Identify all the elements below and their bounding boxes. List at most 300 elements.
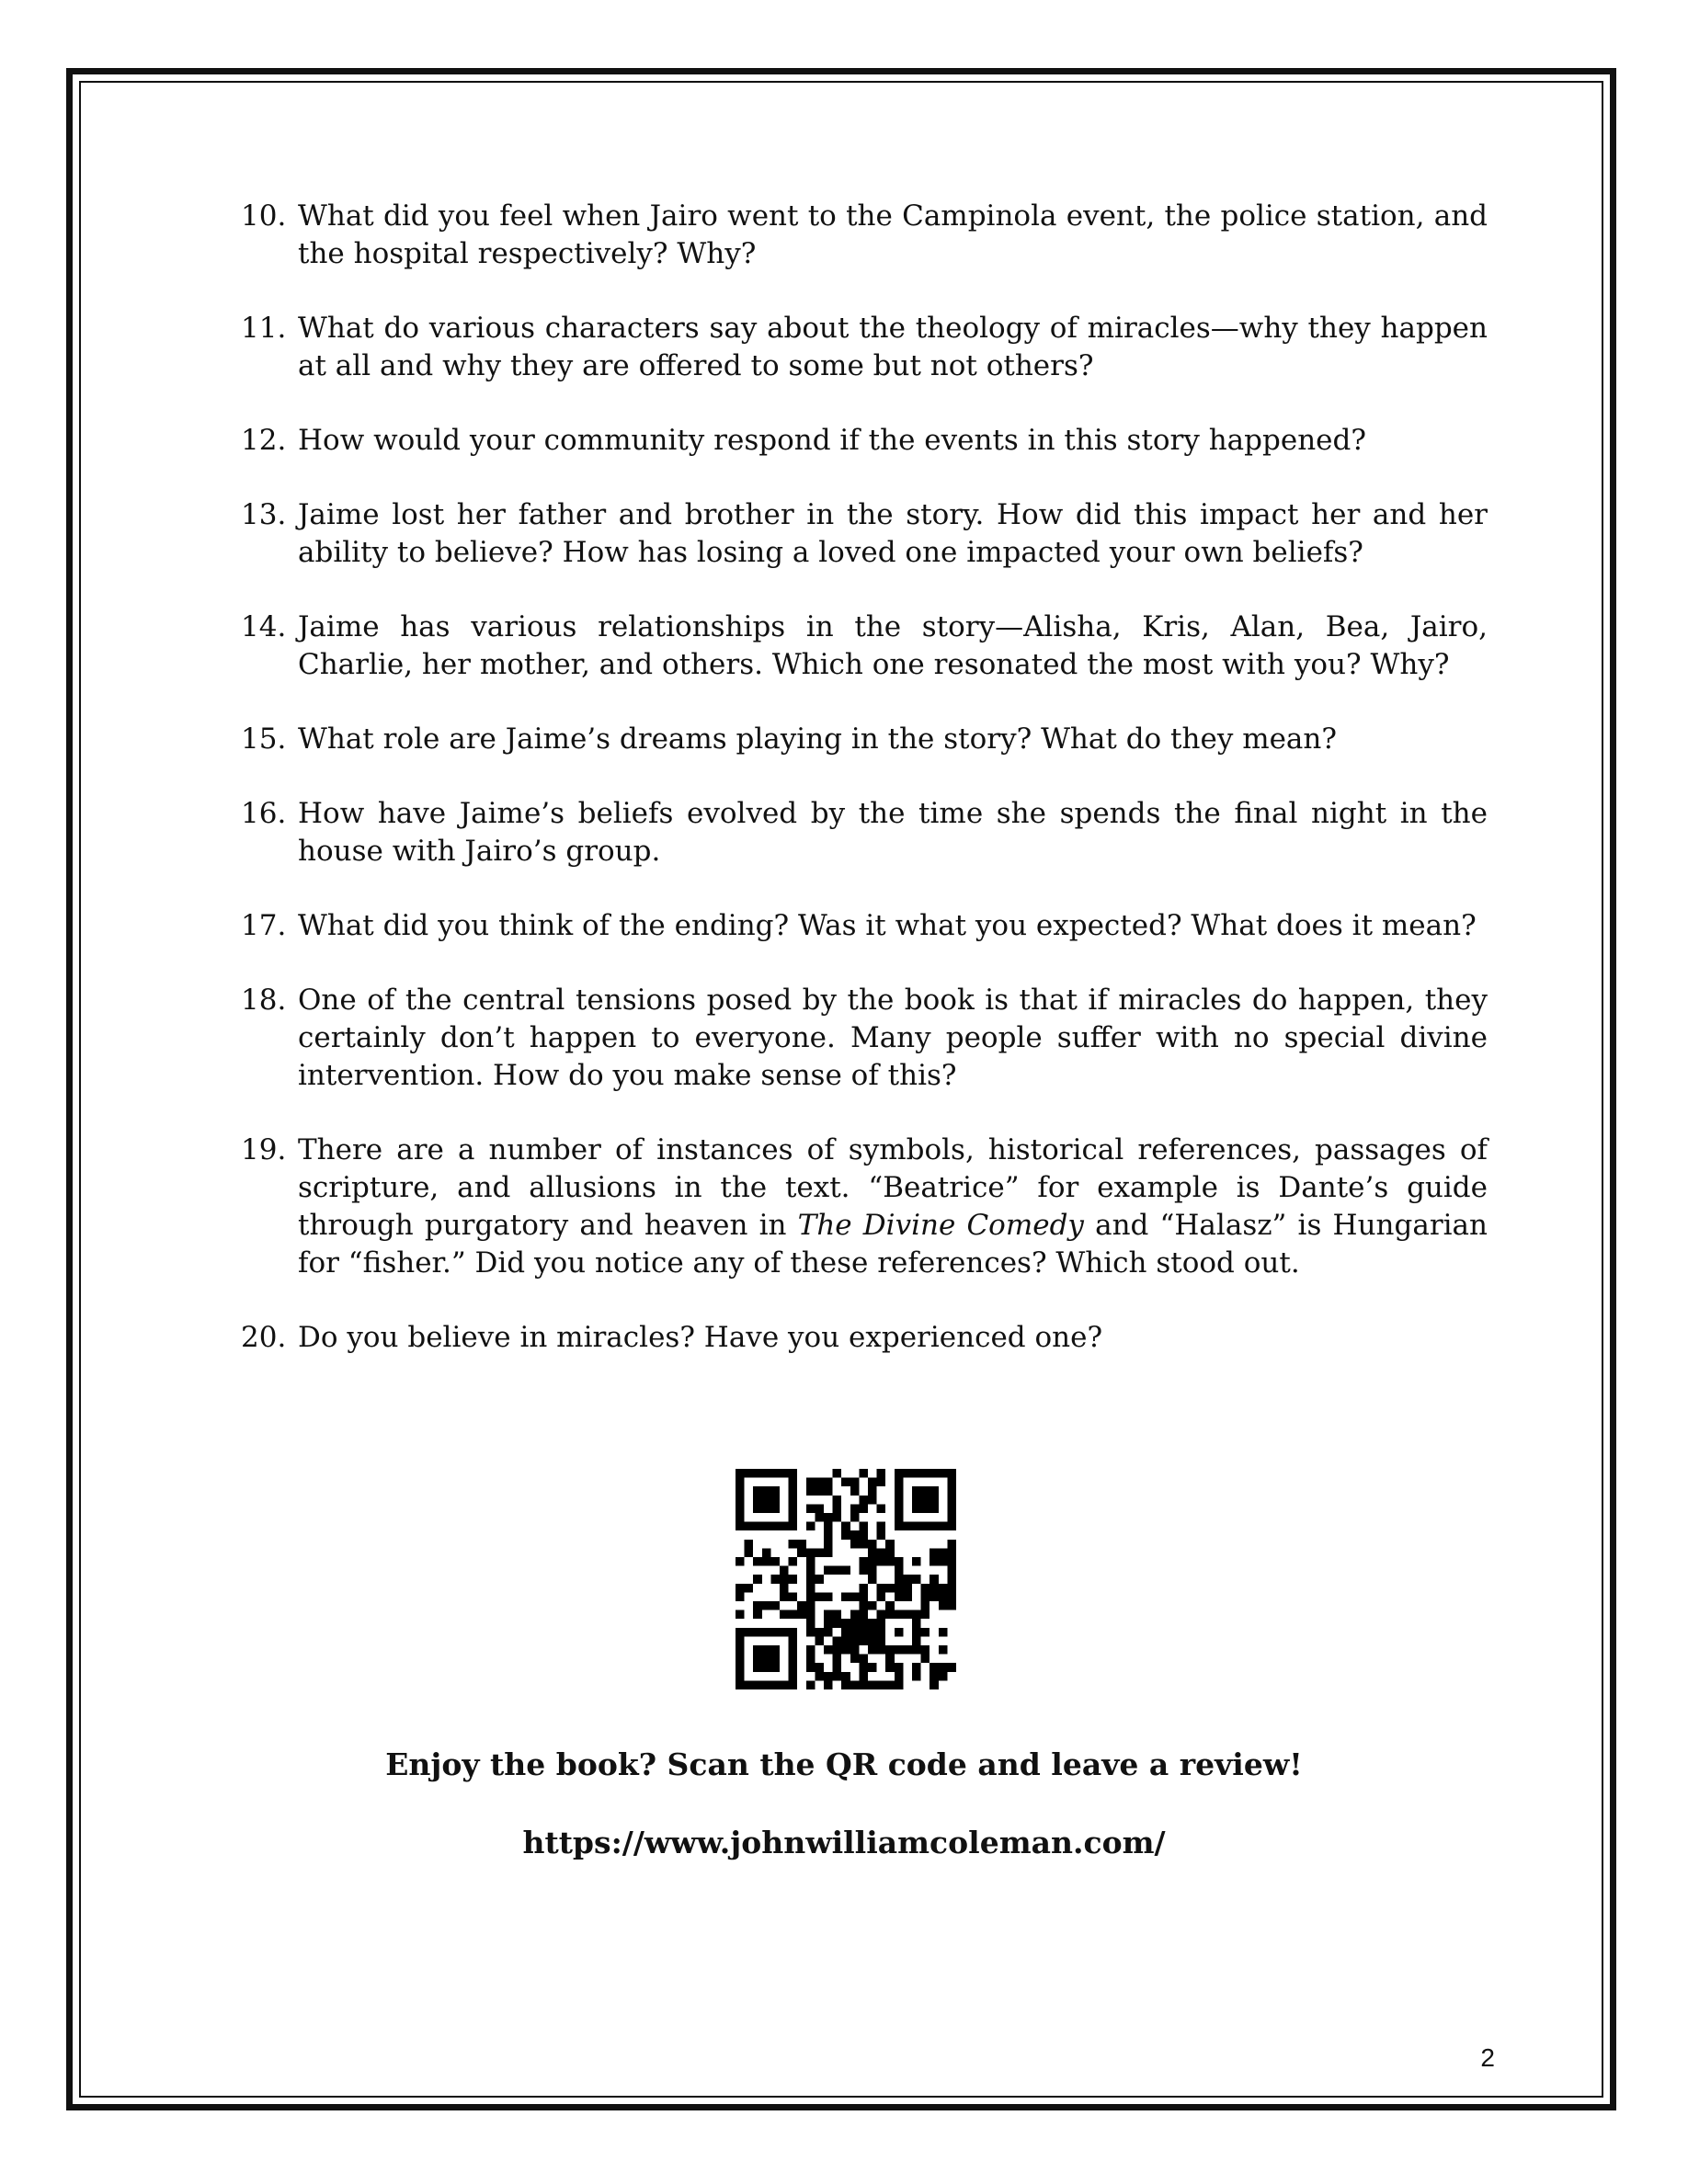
qr-module: [868, 1645, 877, 1655]
qr-module: [895, 1496, 904, 1505]
qr-module: [797, 1548, 806, 1557]
qr-module: [912, 1575, 921, 1584]
qr-module: [850, 1513, 860, 1522]
qr-module: [912, 1663, 921, 1672]
qr-module: [762, 1655, 771, 1664]
qr-module: [939, 1628, 948, 1637]
qr-module: [833, 1513, 842, 1522]
qr-module: [947, 1522, 956, 1531]
qr-module: [903, 1469, 912, 1478]
qr-module: [947, 1575, 956, 1584]
qr-module: [868, 1680, 877, 1689]
qr-module: [833, 1619, 842, 1628]
question-text: Do you believe in miracles? Have you experienced one?: [298, 1321, 1103, 1354]
qr-module: [850, 1628, 860, 1637]
qr-module: [736, 1557, 745, 1566]
qr-module: [895, 1504, 904, 1513]
qr-module: [797, 1540, 806, 1549]
qr-module: [824, 1513, 833, 1522]
qr-module: [912, 1469, 921, 1478]
qr-module: [859, 1655, 868, 1664]
qr-module: [850, 1636, 860, 1645]
qr-module: [877, 1628, 886, 1637]
qr-module: [930, 1672, 939, 1681]
qr-module: [947, 1601, 956, 1610]
qr-module: [877, 1619, 886, 1628]
qr-module: [815, 1575, 824, 1584]
qr-module: [736, 1478, 745, 1487]
qr-module: [930, 1504, 939, 1513]
qr-module: [736, 1592, 745, 1601]
qr-module: [877, 1522, 886, 1531]
qr-module: [859, 1663, 868, 1672]
qr-module: [859, 1496, 868, 1505]
qr-module: [833, 1469, 842, 1478]
qr-module: [753, 1469, 762, 1478]
question-number: 17.: [241, 909, 287, 942]
qr-module: [745, 1584, 754, 1593]
qr-module: [806, 1584, 815, 1593]
qr-module: [895, 1522, 904, 1531]
qr-module: [833, 1663, 842, 1672]
qr-module: [833, 1645, 842, 1655]
qr-module: [930, 1575, 939, 1584]
qr-module: [736, 1636, 745, 1645]
qr-module: [833, 1636, 842, 1645]
qr-module: [736, 1645, 745, 1655]
qr-module: [868, 1548, 877, 1557]
qr-module: [806, 1478, 815, 1487]
qr-module: [806, 1548, 815, 1557]
qr-module: [895, 1575, 904, 1584]
qr-module: [868, 1557, 877, 1566]
qr-module: [850, 1504, 860, 1513]
qr-module: [877, 1557, 886, 1566]
qr-module: [903, 1584, 912, 1593]
author-website-link[interactable]: https://www.johnwilliamcoleman.com/: [522, 1825, 1166, 1860]
qr-module: [947, 1513, 956, 1522]
qr-module: [921, 1628, 930, 1637]
qr-module: [789, 1645, 798, 1655]
question-number: 10.: [241, 199, 287, 233]
qr-module: [885, 1663, 895, 1672]
qr-module: [780, 1610, 789, 1620]
qr-module: [903, 1575, 912, 1584]
qr-module: [789, 1655, 798, 1664]
qr-module: [912, 1636, 921, 1645]
qr-code-icon[interactable]: [736, 1469, 956, 1689]
qr-module: [753, 1610, 762, 1620]
qr-module: [806, 1575, 815, 1584]
qr-module: [815, 1663, 824, 1672]
qr-module: [833, 1496, 842, 1505]
qr-module: [806, 1566, 815, 1575]
qr-module: [903, 1610, 912, 1620]
qr-module: [895, 1469, 904, 1478]
qr-module: [868, 1619, 877, 1628]
qr-module: [789, 1478, 798, 1487]
question-text-after: and “Halasz” is Hungarian for “fisher.” Did you notice any of these references? Which stood out.: [298, 1209, 1488, 1280]
qr-module: [877, 1584, 886, 1593]
qr-module: [895, 1672, 904, 1681]
qr-module: [824, 1628, 833, 1637]
qr-module: [824, 1680, 833, 1689]
qr-module: [780, 1584, 789, 1593]
question-11: [241, 310, 1488, 385]
qr-module: [841, 1645, 850, 1655]
qr-module: [885, 1610, 895, 1620]
qr-module: [850, 1540, 860, 1549]
qr-module: [859, 1601, 868, 1610]
qr-module: [770, 1628, 780, 1637]
qr-module: [868, 1540, 877, 1549]
qr-module: [841, 1672, 850, 1681]
question-text: What did you feel when Jairo went to the Campinola event, the police station, and the hospital respectively? Why?: [298, 199, 1488, 270]
qr-module: [859, 1557, 868, 1566]
qr-module: [885, 1655, 895, 1664]
qr-module: [815, 1672, 824, 1681]
qr-module: [921, 1504, 930, 1513]
qr-module: [780, 1628, 789, 1637]
qr-module: [770, 1680, 780, 1689]
qr-module: [841, 1566, 850, 1575]
qr-module: [877, 1478, 886, 1487]
qr-module: [753, 1655, 762, 1664]
question-12: [241, 422, 1488, 460]
qr-module: [921, 1522, 930, 1531]
qr-module: [789, 1522, 798, 1531]
qr-module: [736, 1663, 745, 1672]
qr-module: [868, 1663, 877, 1672]
qr-module: [789, 1628, 798, 1637]
qr-module: [859, 1504, 868, 1513]
qr-module: [895, 1478, 904, 1487]
qr-module: [877, 1636, 886, 1645]
qr-module: [780, 1522, 789, 1531]
qr-module: [753, 1486, 762, 1496]
qr-module: [789, 1496, 798, 1505]
qr-module: [770, 1655, 780, 1664]
qr-module: [868, 1636, 877, 1645]
qr-module: [745, 1522, 754, 1531]
qr-module: [824, 1548, 833, 1557]
qr-module: [736, 1513, 745, 1522]
qr-module: [789, 1557, 798, 1566]
qr-module: [859, 1566, 868, 1575]
qr-module: [753, 1645, 762, 1655]
qr-module: [833, 1655, 842, 1664]
qr-module: [753, 1557, 762, 1566]
question-14: [241, 609, 1488, 684]
qr-module: [868, 1478, 877, 1487]
qr-module: [947, 1496, 956, 1505]
qr-module: [850, 1655, 860, 1664]
qr-module: [806, 1522, 815, 1531]
qr-module: [815, 1486, 824, 1496]
qr-module: [753, 1601, 762, 1610]
qr-module: [762, 1522, 771, 1531]
qr-module: [806, 1557, 815, 1566]
qr-module: [762, 1548, 771, 1557]
qr-module: [762, 1628, 771, 1637]
qr-module: [912, 1504, 921, 1513]
qr-module: [930, 1592, 939, 1601]
qr-module: [947, 1584, 956, 1593]
qr-module: [921, 1601, 930, 1610]
qr-module: [859, 1522, 868, 1531]
qr-module: [824, 1478, 833, 1487]
question-number: 13.: [241, 498, 287, 531]
qr-module: [939, 1663, 948, 1672]
qr-module: [780, 1680, 789, 1689]
qr-module: [859, 1628, 868, 1637]
qr-module: [770, 1504, 780, 1513]
qr-module: [912, 1628, 921, 1637]
qr-module: [841, 1619, 850, 1628]
qr-module: [850, 1530, 860, 1540]
qr-module: [762, 1496, 771, 1505]
qr-module: [877, 1469, 886, 1478]
qr-module: [745, 1628, 754, 1637]
qr-module: [806, 1592, 815, 1601]
qr-module: [753, 1628, 762, 1637]
qr-module: [930, 1557, 939, 1566]
qr-module: [841, 1636, 850, 1645]
question-18: [241, 982, 1488, 1095]
qr-module: [947, 1557, 956, 1566]
qr-module: [921, 1592, 930, 1601]
qr-module: [806, 1645, 815, 1655]
qr-module: [859, 1619, 868, 1628]
qr-module: [930, 1584, 939, 1593]
qr-module: [789, 1672, 798, 1681]
qr-module: [753, 1496, 762, 1505]
qr-module: [789, 1575, 798, 1584]
qr-module: [745, 1680, 754, 1689]
qr-module: [736, 1504, 745, 1513]
qr-module: [824, 1672, 833, 1681]
qr-module: [930, 1522, 939, 1531]
qr-module: [789, 1504, 798, 1513]
qr-module: [770, 1496, 780, 1505]
qr-module: [930, 1663, 939, 1672]
qr-module: [789, 1592, 798, 1601]
qr-module: [903, 1522, 912, 1531]
qr-module: [797, 1601, 806, 1610]
qr-module: [877, 1548, 886, 1557]
qr-module: [895, 1610, 904, 1620]
question-16: [241, 795, 1488, 870]
qr-module: [947, 1548, 956, 1557]
qr-module: [921, 1584, 930, 1593]
qr-module: [770, 1469, 780, 1478]
qr-module: [939, 1548, 948, 1557]
qr-module: [895, 1628, 904, 1637]
qr-module: [895, 1663, 904, 1672]
qr-module: [921, 1486, 930, 1496]
qr-module: [868, 1566, 877, 1575]
qr-module: [895, 1566, 904, 1575]
question-text: What do various characters say about the theology of miracles—why they happen at all and why they are offered to some but not others?: [298, 312, 1488, 382]
qr-module: [895, 1513, 904, 1522]
question-number: 11.: [241, 312, 287, 345]
qr-module: [947, 1504, 956, 1513]
qr-module: [762, 1504, 771, 1513]
question-15: [241, 721, 1488, 758]
qr-module: [762, 1557, 771, 1566]
qr-module: [824, 1610, 833, 1620]
question-text: What role are Jaime’s dreams playing in the story? What do they mean?: [298, 722, 1338, 756]
qr-module: [824, 1566, 833, 1575]
qr-module: [912, 1557, 921, 1566]
qr-module: [770, 1575, 780, 1584]
question-number: 19.: [241, 1133, 287, 1166]
qr-module: [939, 1592, 948, 1601]
qr-module: [868, 1486, 877, 1496]
qr-module: [736, 1584, 745, 1593]
qr-module: [745, 1548, 754, 1557]
qr-module: [930, 1548, 939, 1557]
qr-module: [947, 1540, 956, 1549]
qr-module: [939, 1557, 948, 1566]
qr-module: [753, 1504, 762, 1513]
book-title-italic: The Divine Comedy: [797, 1209, 1084, 1242]
qr-module: [885, 1645, 895, 1655]
qr-module: [789, 1469, 798, 1478]
question-text: What did you think of the ending? Was it what you expected? What does it mean?: [298, 909, 1477, 942]
qr-module: [912, 1610, 921, 1620]
qr-module: [877, 1530, 886, 1540]
question-19: [241, 1132, 1488, 1282]
qr-module: [885, 1584, 895, 1593]
qr-module: [939, 1469, 948, 1478]
qr-module: [885, 1680, 895, 1689]
qr-module: [824, 1486, 833, 1496]
qr-module: [859, 1672, 868, 1681]
qr-module: [868, 1575, 877, 1584]
qr-module: [762, 1663, 771, 1672]
qr-module: [895, 1486, 904, 1496]
qr-module: [780, 1592, 789, 1601]
question-number: 12.: [241, 424, 287, 457]
qr-module: [762, 1601, 771, 1610]
question-text: One of the central tensions posed by the book is that if miracles do happen, they certainly don’t happen to everyone. Many people suffer with no special divine intervention. How do you make sense of this?: [298, 984, 1488, 1092]
qr-module: [947, 1663, 956, 1672]
qr-module: [912, 1672, 921, 1681]
qr-module: [930, 1496, 939, 1505]
qr-module: [833, 1672, 842, 1681]
qr-module: [824, 1619, 833, 1628]
qr-module: [789, 1680, 798, 1689]
question-number: 20.: [241, 1321, 287, 1354]
qr-module: [806, 1619, 815, 1628]
qr-module: [736, 1486, 745, 1496]
qr-module: [770, 1663, 780, 1672]
qr-module: [762, 1645, 771, 1655]
qr-module: [780, 1469, 789, 1478]
qr-module: [868, 1628, 877, 1637]
question-13: [241, 496, 1488, 572]
qr-module: [912, 1619, 921, 1628]
qr-module: [895, 1645, 904, 1655]
qr-module: [736, 1522, 745, 1531]
qr-module: [939, 1672, 948, 1681]
qr-module: [841, 1478, 850, 1487]
qr-module: [841, 1530, 850, 1540]
qr-module: [815, 1628, 824, 1637]
question-text: Jaime has various relationships in the story—Alisha, Kris, Alan, Bea, Jairo, Charlie, her mother, and others. Which one resonated the most with you? Why?: [298, 610, 1488, 681]
qr-module: [824, 1540, 833, 1549]
qr-module: [789, 1540, 798, 1549]
qr-module: [780, 1575, 789, 1584]
qr-module: [903, 1592, 912, 1601]
qr-module: [815, 1636, 824, 1645]
qr-module: [903, 1645, 912, 1655]
qr-module: [770, 1601, 780, 1610]
question-10: [241, 198, 1488, 273]
qr-module: [947, 1486, 956, 1496]
qr-module: [877, 1645, 886, 1655]
question-text: How have Jaime’s beliefs evolved by the time she spends the final night in the house with Jairo’s group.: [298, 797, 1488, 868]
qr-module: [745, 1540, 754, 1549]
qr-module: [850, 1619, 860, 1628]
qr-module: [806, 1504, 815, 1513]
qr-code-graphic: [736, 1469, 956, 1689]
qr-module: [815, 1548, 824, 1557]
qr-module: [789, 1636, 798, 1645]
qr-module: [877, 1680, 886, 1689]
qr-module: [885, 1601, 895, 1610]
question-20: [241, 1319, 1488, 1357]
qr-module: [841, 1628, 850, 1637]
qr-module: [859, 1469, 868, 1478]
qr-module: [736, 1655, 745, 1664]
qr-module: [921, 1469, 930, 1478]
qr-module: [815, 1504, 824, 1513]
question-text: How would your community respond if the events in this story happened?: [298, 424, 1366, 457]
qr-module: [824, 1522, 833, 1531]
qr-module: [912, 1522, 921, 1531]
page-number: 2: [1480, 2043, 1495, 2072]
qr-module: [859, 1610, 868, 1620]
qr-module: [753, 1575, 762, 1584]
qr-module: [921, 1655, 930, 1664]
qr-module: [762, 1469, 771, 1478]
qr-module: [947, 1478, 956, 1487]
qr-module: [939, 1584, 948, 1593]
qr-module: [745, 1469, 754, 1478]
qr-module: [947, 1469, 956, 1478]
qr-module: [885, 1548, 895, 1557]
qr-module: [753, 1663, 762, 1672]
qr-module: [753, 1522, 762, 1531]
qr-module: [939, 1522, 948, 1531]
qr-module: [885, 1540, 895, 1549]
qr-module: [930, 1486, 939, 1496]
qr-module: [885, 1557, 895, 1566]
qr-module: [833, 1504, 842, 1513]
question-number: 18.: [241, 984, 287, 1017]
qr-module: [815, 1592, 824, 1601]
qr-module: [930, 1469, 939, 1478]
qr-module: [859, 1584, 868, 1593]
qr-module: [762, 1486, 771, 1496]
qr-module: [770, 1557, 780, 1566]
qr-module: [859, 1540, 868, 1549]
qr-module: [895, 1557, 904, 1566]
qr-module: [850, 1486, 860, 1496]
qr-module: [736, 1672, 745, 1681]
